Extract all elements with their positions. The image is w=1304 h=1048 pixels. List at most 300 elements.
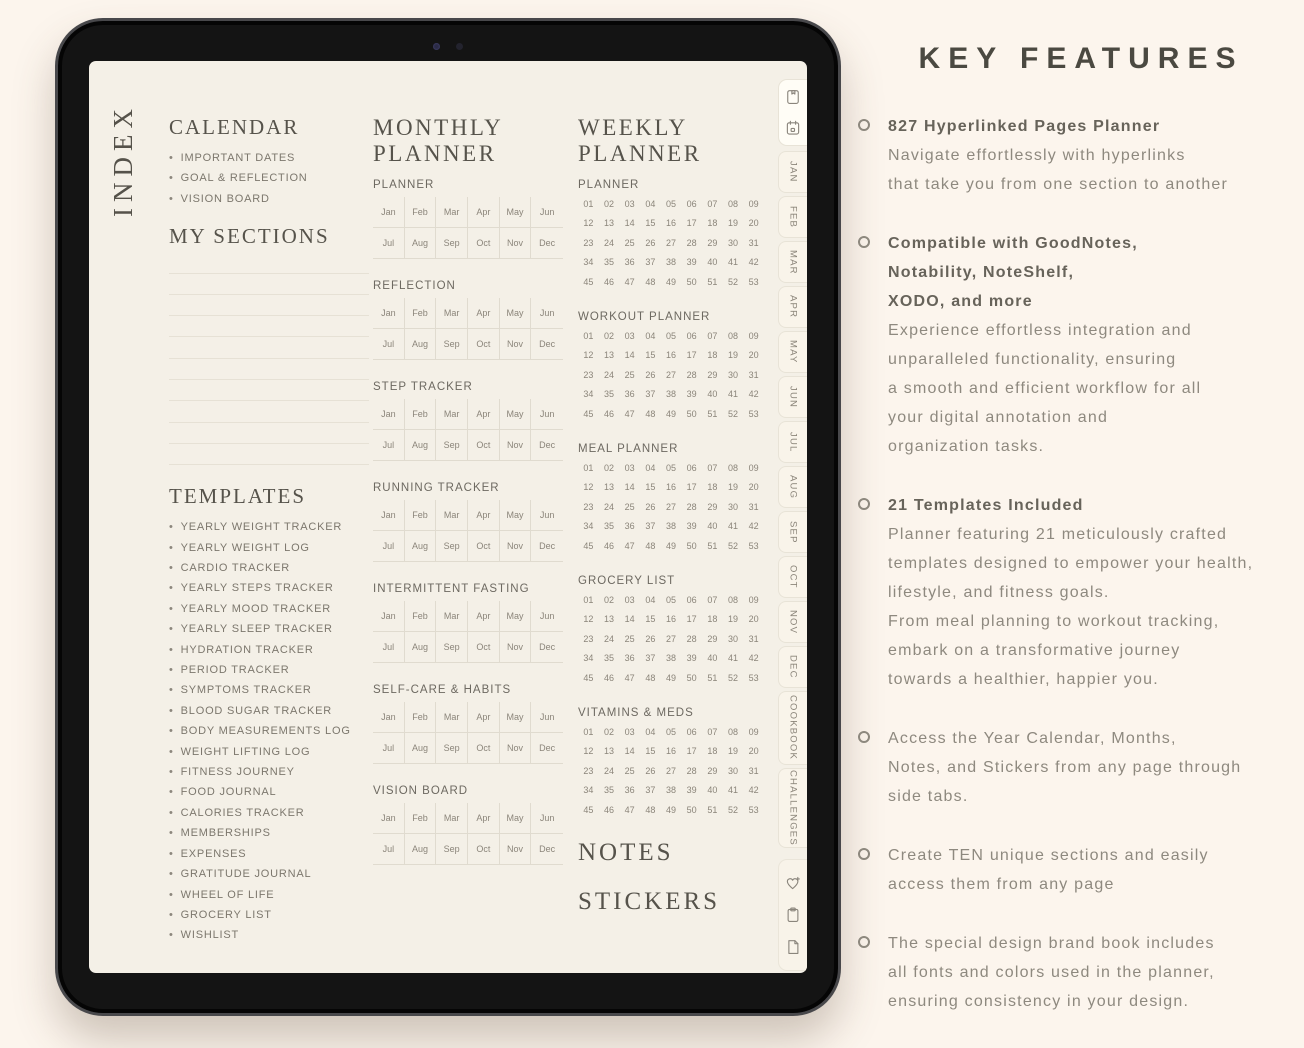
- month-link[interactable]: Apr: [468, 399, 500, 430]
- template-item[interactable]: [169, 925, 369, 945]
- month-link[interactable]: Apr: [468, 298, 500, 329]
- template-item[interactable]: [169, 721, 369, 741]
- week-link[interactable]: 45: [583, 540, 594, 551]
- week-link[interactable]: 46: [603, 408, 614, 419]
- week-link[interactable]: 03: [624, 726, 635, 737]
- week-link[interactable]: 41: [727, 653, 738, 663]
- month-link[interactable]: Aug: [405, 632, 437, 663]
- week-link[interactable]: 01: [583, 330, 594, 341]
- week-link[interactable]: 37: [645, 389, 656, 399]
- month-link[interactable]: Jan: [373, 803, 405, 834]
- month-link[interactable]: Sep: [436, 329, 468, 360]
- week-link[interactable]: 49: [665, 540, 676, 551]
- week-link[interactable]: 05: [665, 594, 676, 605]
- week-link[interactable]: 08: [727, 462, 738, 473]
- week-link[interactable]: 51: [707, 804, 718, 815]
- week-link[interactable]: 01: [583, 198, 594, 209]
- week-link[interactable]: 49: [665, 276, 676, 287]
- week-link[interactable]: 04: [645, 594, 656, 605]
- template-item[interactable]: [169, 599, 369, 619]
- week-link[interactable]: 19: [727, 614, 738, 624]
- week-link[interactable]: 31: [748, 765, 759, 776]
- week-link[interactable]: 53: [748, 804, 759, 815]
- week-link[interactable]: 07: [707, 462, 718, 473]
- month-link[interactable]: Mar: [436, 399, 468, 430]
- week-link[interactable]: 12: [583, 746, 594, 756]
- section-blank-line[interactable]: [169, 423, 369, 444]
- month-link[interactable]: Feb: [405, 803, 437, 834]
- month-link[interactable]: Dec: [531, 329, 563, 360]
- month-link[interactable]: Dec: [531, 733, 563, 764]
- week-link[interactable]: 40: [707, 521, 718, 531]
- week-link[interactable]: 38: [665, 653, 676, 663]
- week-link[interactable]: 06: [686, 330, 697, 341]
- week-link[interactable]: 52: [727, 672, 738, 683]
- template-item[interactable]: [169, 762, 369, 782]
- month-link[interactable]: Feb: [405, 298, 437, 329]
- month-link[interactable]: Apr: [468, 803, 500, 834]
- month-link[interactable]: Sep: [436, 632, 468, 663]
- week-link[interactable]: 07: [707, 330, 718, 341]
- month-link[interactable]: Jan: [373, 399, 405, 430]
- month-link[interactable]: Apr: [468, 702, 500, 733]
- month-link[interactable]: Dec: [531, 632, 563, 663]
- week-link[interactable]: 35: [603, 521, 614, 531]
- week-link[interactable]: 25: [624, 633, 635, 644]
- week-link[interactable]: 49: [665, 672, 676, 683]
- week-link[interactable]: 18: [707, 482, 718, 492]
- week-link[interactable]: 08: [727, 330, 738, 341]
- section-blank-line[interactable]: [169, 274, 369, 295]
- month-link[interactable]: Jun: [531, 601, 563, 632]
- month-link[interactable]: May: [500, 197, 532, 228]
- month-link[interactable]: Mar: [436, 500, 468, 531]
- notes-link[interactable]: NOTES: [578, 839, 674, 866]
- week-link[interactable]: 48: [645, 672, 656, 683]
- week-link[interactable]: 30: [727, 765, 738, 776]
- month-link[interactable]: Jan: [373, 298, 405, 329]
- week-link[interactable]: 50: [686, 276, 697, 287]
- month-tab-jun[interactable]: JUN: [778, 376, 807, 418]
- month-link[interactable]: Feb: [405, 399, 437, 430]
- week-link[interactable]: 30: [727, 369, 738, 380]
- month-link[interactable]: Jun: [531, 702, 563, 733]
- section-blank-line[interactable]: [169, 295, 369, 316]
- week-link[interactable]: 17: [686, 614, 697, 624]
- section-blank-line[interactable]: [169, 444, 369, 465]
- week-link[interactable]: 40: [707, 257, 718, 267]
- week-link[interactable]: 24: [603, 369, 614, 380]
- week-link[interactable]: 38: [665, 521, 676, 531]
- week-link[interactable]: 01: [583, 726, 594, 737]
- month-link[interactable]: Jan: [373, 197, 405, 228]
- week-link[interactable]: 20: [748, 614, 759, 624]
- week-link[interactable]: 53: [748, 276, 759, 287]
- week-link[interactable]: 13: [603, 614, 614, 624]
- week-link[interactable]: 40: [707, 653, 718, 663]
- week-link[interactable]: 03: [624, 462, 635, 473]
- month-link[interactable]: May: [500, 500, 532, 531]
- month-link[interactable]: Nov: [500, 733, 532, 764]
- month-link[interactable]: Jan: [373, 500, 405, 531]
- week-link[interactable]: 02: [603, 726, 614, 737]
- week-link[interactable]: 25: [624, 765, 635, 776]
- month-link[interactable]: May: [500, 399, 532, 430]
- week-link[interactable]: 45: [583, 804, 594, 815]
- week-link[interactable]: 42: [748, 521, 759, 531]
- week-link[interactable]: 45: [583, 276, 594, 287]
- month-link[interactable]: Nov: [500, 632, 532, 663]
- week-link[interactable]: 16: [665, 746, 676, 756]
- week-link[interactable]: 01: [583, 462, 594, 473]
- week-link[interactable]: 15: [645, 482, 656, 492]
- week-link[interactable]: 12: [583, 350, 594, 360]
- week-link[interactable]: 02: [603, 330, 614, 341]
- week-link[interactable]: 03: [624, 330, 635, 341]
- week-link[interactable]: 41: [727, 257, 738, 267]
- month-link[interactable]: Oct: [468, 834, 500, 865]
- week-link[interactable]: 50: [686, 540, 697, 551]
- month-link[interactable]: Feb: [405, 601, 437, 632]
- week-link[interactable]: 46: [603, 672, 614, 683]
- week-link[interactable]: 45: [583, 408, 594, 419]
- template-item[interactable]: [169, 905, 369, 925]
- template-item[interactable]: [169, 701, 369, 721]
- week-link[interactable]: 15: [645, 218, 656, 228]
- week-link[interactable]: 27: [665, 765, 676, 776]
- week-link[interactable]: 08: [727, 198, 738, 209]
- week-link[interactable]: 30: [727, 237, 738, 248]
- week-link[interactable]: 29: [707, 369, 718, 380]
- template-item[interactable]: [169, 844, 369, 864]
- week-link[interactable]: 37: [645, 653, 656, 663]
- week-link[interactable]: 28: [686, 501, 697, 512]
- month-link[interactable]: May: [500, 298, 532, 329]
- week-link[interactable]: 51: [707, 540, 718, 551]
- month-link[interactable]: Jul: [373, 329, 405, 360]
- utility-tab[interactable]: [778, 859, 807, 971]
- week-link[interactable]: 09: [748, 594, 759, 605]
- week-link[interactable]: 19: [727, 482, 738, 492]
- week-link[interactable]: 29: [707, 237, 718, 248]
- section-tab-cookbook[interactable]: COOKBOOK: [778, 691, 807, 765]
- month-tab-mar[interactable]: MAR: [778, 241, 807, 283]
- week-link[interactable]: 29: [707, 765, 718, 776]
- month-link[interactable]: Aug: [405, 430, 437, 461]
- week-link[interactable]: 08: [727, 594, 738, 605]
- week-link[interactable]: 15: [645, 614, 656, 624]
- month-link[interactable]: Aug: [405, 834, 437, 865]
- month-link[interactable]: Dec: [531, 430, 563, 461]
- week-link[interactable]: 40: [707, 785, 718, 795]
- week-link[interactable]: 36: [624, 653, 635, 663]
- week-link[interactable]: 36: [624, 389, 635, 399]
- month-link[interactable]: Oct: [468, 329, 500, 360]
- week-link[interactable]: 38: [665, 389, 676, 399]
- week-link[interactable]: 24: [603, 765, 614, 776]
- week-link[interactable]: 29: [707, 633, 718, 644]
- template-item[interactable]: [169, 578, 369, 598]
- month-tab-nov[interactable]: NOV: [778, 601, 807, 643]
- month-link[interactable]: Dec: [531, 228, 563, 259]
- week-link[interactable]: 18: [707, 218, 718, 228]
- week-link[interactable]: 28: [686, 765, 697, 776]
- month-link[interactable]: Aug: [405, 531, 437, 562]
- week-link[interactable]: 14: [624, 350, 635, 360]
- month-link[interactable]: Mar: [436, 197, 468, 228]
- week-link[interactable]: 09: [748, 726, 759, 737]
- week-link[interactable]: 52: [727, 540, 738, 551]
- week-link[interactable]: 20: [748, 218, 759, 228]
- section-tab-challenges[interactable]: CHALLENGES: [778, 768, 807, 848]
- month-link[interactable]: Jul: [373, 228, 405, 259]
- week-link[interactable]: 36: [624, 785, 635, 795]
- month-link[interactable]: Sep: [436, 733, 468, 764]
- template-item[interactable]: [169, 803, 369, 823]
- week-link[interactable]: 48: [645, 408, 656, 419]
- calendar-item[interactable]: [169, 148, 369, 168]
- month-link[interactable]: Apr: [468, 601, 500, 632]
- week-link[interactable]: 05: [665, 198, 676, 209]
- week-link[interactable]: 35: [603, 389, 614, 399]
- month-link[interactable]: Jul: [373, 430, 405, 461]
- week-link[interactable]: 18: [707, 614, 718, 624]
- week-link[interactable]: 25: [624, 369, 635, 380]
- week-link[interactable]: 39: [686, 257, 697, 267]
- month-link[interactable]: Feb: [405, 500, 437, 531]
- week-link[interactable]: 18: [707, 746, 718, 756]
- week-link[interactable]: 03: [624, 198, 635, 209]
- week-link[interactable]: 12: [583, 614, 594, 624]
- week-link[interactable]: 19: [727, 350, 738, 360]
- month-link[interactable]: Aug: [405, 329, 437, 360]
- week-link[interactable]: 17: [686, 350, 697, 360]
- week-link[interactable]: 51: [707, 672, 718, 683]
- week-link[interactable]: 34: [583, 257, 594, 267]
- month-link[interactable]: Jun: [531, 399, 563, 430]
- week-link[interactable]: 26: [645, 765, 656, 776]
- week-link[interactable]: 12: [583, 482, 594, 492]
- week-link[interactable]: 04: [645, 330, 656, 341]
- week-link[interactable]: 27: [665, 633, 676, 644]
- month-tab-sep[interactable]: SEP: [778, 511, 807, 553]
- month-link[interactable]: Oct: [468, 632, 500, 663]
- month-link[interactable]: Jan: [373, 601, 405, 632]
- month-link[interactable]: Nov: [500, 430, 532, 461]
- week-link[interactable]: 23: [583, 501, 594, 512]
- template-item[interactable]: [169, 660, 369, 680]
- week-link[interactable]: 37: [645, 785, 656, 795]
- template-item[interactable]: [169, 742, 369, 762]
- week-link[interactable]: 16: [665, 482, 676, 492]
- month-link[interactable]: May: [500, 601, 532, 632]
- week-link[interactable]: 18: [707, 350, 718, 360]
- week-link[interactable]: 46: [603, 804, 614, 815]
- week-link[interactable]: 37: [645, 257, 656, 267]
- week-link[interactable]: 19: [727, 746, 738, 756]
- week-link[interactable]: 23: [583, 369, 594, 380]
- month-link[interactable]: Nov: [500, 228, 532, 259]
- week-link[interactable]: 27: [665, 237, 676, 248]
- month-link[interactable]: Oct: [468, 228, 500, 259]
- week-link[interactable]: 50: [686, 408, 697, 419]
- week-link[interactable]: 28: [686, 369, 697, 380]
- month-link[interactable]: Jul: [373, 632, 405, 663]
- week-link[interactable]: 07: [707, 594, 718, 605]
- template-item[interactable]: [169, 619, 369, 639]
- week-link[interactable]: 39: [686, 389, 697, 399]
- week-link[interactable]: 47: [624, 540, 635, 551]
- week-link[interactable]: 14: [624, 482, 635, 492]
- week-link[interactable]: 23: [583, 237, 594, 248]
- week-link[interactable]: 02: [603, 594, 614, 605]
- week-link[interactable]: 17: [686, 218, 697, 228]
- month-link[interactable]: Oct: [468, 733, 500, 764]
- month-tab-feb[interactable]: FEB: [778, 196, 807, 238]
- week-link[interactable]: 28: [686, 633, 697, 644]
- week-link[interactable]: 23: [583, 633, 594, 644]
- week-link[interactable]: 35: [603, 785, 614, 795]
- week-link[interactable]: 14: [624, 746, 635, 756]
- month-link[interactable]: Dec: [531, 834, 563, 865]
- week-link[interactable]: 41: [727, 521, 738, 531]
- week-link[interactable]: 42: [748, 389, 759, 399]
- week-link[interactable]: 23: [583, 765, 594, 776]
- template-item[interactable]: [169, 782, 369, 802]
- week-link[interactable]: 53: [748, 540, 759, 551]
- week-link[interactable]: 05: [665, 726, 676, 737]
- week-link[interactable]: 06: [686, 594, 697, 605]
- week-link[interactable]: 35: [603, 257, 614, 267]
- week-link[interactable]: 31: [748, 501, 759, 512]
- week-link[interactable]: 20: [748, 746, 759, 756]
- week-link[interactable]: 47: [624, 804, 635, 815]
- week-link[interactable]: 02: [603, 462, 614, 473]
- week-link[interactable]: 04: [645, 198, 656, 209]
- week-link[interactable]: 47: [624, 672, 635, 683]
- section-blank-line[interactable]: [169, 316, 369, 337]
- week-link[interactable]: 39: [686, 653, 697, 663]
- month-link[interactable]: Jun: [531, 500, 563, 531]
- week-link[interactable]: 52: [727, 408, 738, 419]
- template-item[interactable]: [169, 640, 369, 660]
- week-link[interactable]: 36: [624, 521, 635, 531]
- week-link[interactable]: 24: [603, 501, 614, 512]
- week-link[interactable]: 26: [645, 633, 656, 644]
- week-link[interactable]: 46: [603, 540, 614, 551]
- week-link[interactable]: 13: [603, 482, 614, 492]
- week-link[interactable]: 02: [603, 198, 614, 209]
- month-link[interactable]: Apr: [468, 500, 500, 531]
- week-link[interactable]: 50: [686, 804, 697, 815]
- week-link[interactable]: 39: [686, 521, 697, 531]
- month-link[interactable]: Sep: [436, 430, 468, 461]
- week-link[interactable]: 45: [583, 672, 594, 683]
- week-link[interactable]: 26: [645, 501, 656, 512]
- week-link[interactable]: 38: [665, 257, 676, 267]
- week-link[interactable]: 16: [665, 218, 676, 228]
- month-link[interactable]: Aug: [405, 228, 437, 259]
- week-link[interactable]: 50: [686, 672, 697, 683]
- month-link[interactable]: May: [500, 702, 532, 733]
- week-link[interactable]: 31: [748, 237, 759, 248]
- month-link[interactable]: Mar: [436, 601, 468, 632]
- month-link[interactable]: Feb: [405, 197, 437, 228]
- week-link[interactable]: 28: [686, 237, 697, 248]
- quick-access-tab[interactable]: [778, 79, 807, 146]
- week-link[interactable]: 03: [624, 594, 635, 605]
- section-blank-line[interactable]: [169, 252, 369, 273]
- week-link[interactable]: 08: [727, 726, 738, 737]
- week-link[interactable]: 07: [707, 726, 718, 737]
- week-link[interactable]: 16: [665, 614, 676, 624]
- week-link[interactable]: 40: [707, 389, 718, 399]
- month-link[interactable]: May: [500, 803, 532, 834]
- month-link[interactable]: Aug: [405, 733, 437, 764]
- month-link[interactable]: Mar: [436, 702, 468, 733]
- month-link[interactable]: Dec: [531, 531, 563, 562]
- stickers-link[interactable]: STICKERS: [578, 888, 721, 915]
- week-link[interactable]: 06: [686, 462, 697, 473]
- week-link[interactable]: 48: [645, 540, 656, 551]
- week-link[interactable]: 52: [727, 276, 738, 287]
- month-tab-oct[interactable]: OCT: [778, 556, 807, 598]
- week-link[interactable]: 34: [583, 785, 594, 795]
- week-link[interactable]: 37: [645, 521, 656, 531]
- week-link[interactable]: 12: [583, 218, 594, 228]
- month-link[interactable]: Jun: [531, 298, 563, 329]
- month-link[interactable]: Jan: [373, 702, 405, 733]
- week-link[interactable]: 24: [603, 633, 614, 644]
- week-link[interactable]: 34: [583, 653, 594, 663]
- week-link[interactable]: 05: [665, 330, 676, 341]
- month-tab-apr[interactable]: APR: [778, 286, 807, 328]
- week-link[interactable]: 01: [583, 594, 594, 605]
- template-item[interactable]: [169, 885, 369, 905]
- week-link[interactable]: 26: [645, 237, 656, 248]
- week-link[interactable]: 09: [748, 198, 759, 209]
- week-link[interactable]: 51: [707, 276, 718, 287]
- week-link[interactable]: 47: [624, 408, 635, 419]
- month-link[interactable]: Jul: [373, 834, 405, 865]
- section-blank-line[interactable]: [169, 401, 369, 422]
- week-link[interactable]: 47: [624, 276, 635, 287]
- week-link[interactable]: 16: [665, 350, 676, 360]
- calendar-item[interactable]: [169, 189, 369, 209]
- week-link[interactable]: 27: [665, 501, 676, 512]
- week-link[interactable]: 46: [603, 276, 614, 287]
- week-link[interactable]: 35: [603, 653, 614, 663]
- month-link[interactable]: Sep: [436, 531, 468, 562]
- week-link[interactable]: 15: [645, 350, 656, 360]
- week-link[interactable]: 09: [748, 330, 759, 341]
- week-link[interactable]: 48: [645, 804, 656, 815]
- month-link[interactable]: Jun: [531, 803, 563, 834]
- week-link[interactable]: 06: [686, 726, 697, 737]
- section-blank-line[interactable]: [169, 380, 369, 401]
- template-item[interactable]: [169, 823, 369, 843]
- week-link[interactable]: 31: [748, 633, 759, 644]
- week-link[interactable]: 52: [727, 804, 738, 815]
- week-link[interactable]: 14: [624, 218, 635, 228]
- week-link[interactable]: 53: [748, 672, 759, 683]
- week-link[interactable]: 04: [645, 726, 656, 737]
- week-link[interactable]: 20: [748, 350, 759, 360]
- week-link[interactable]: 25: [624, 237, 635, 248]
- calendar-item[interactable]: [169, 168, 369, 188]
- month-link[interactable]: Mar: [436, 298, 468, 329]
- week-link[interactable]: 36: [624, 257, 635, 267]
